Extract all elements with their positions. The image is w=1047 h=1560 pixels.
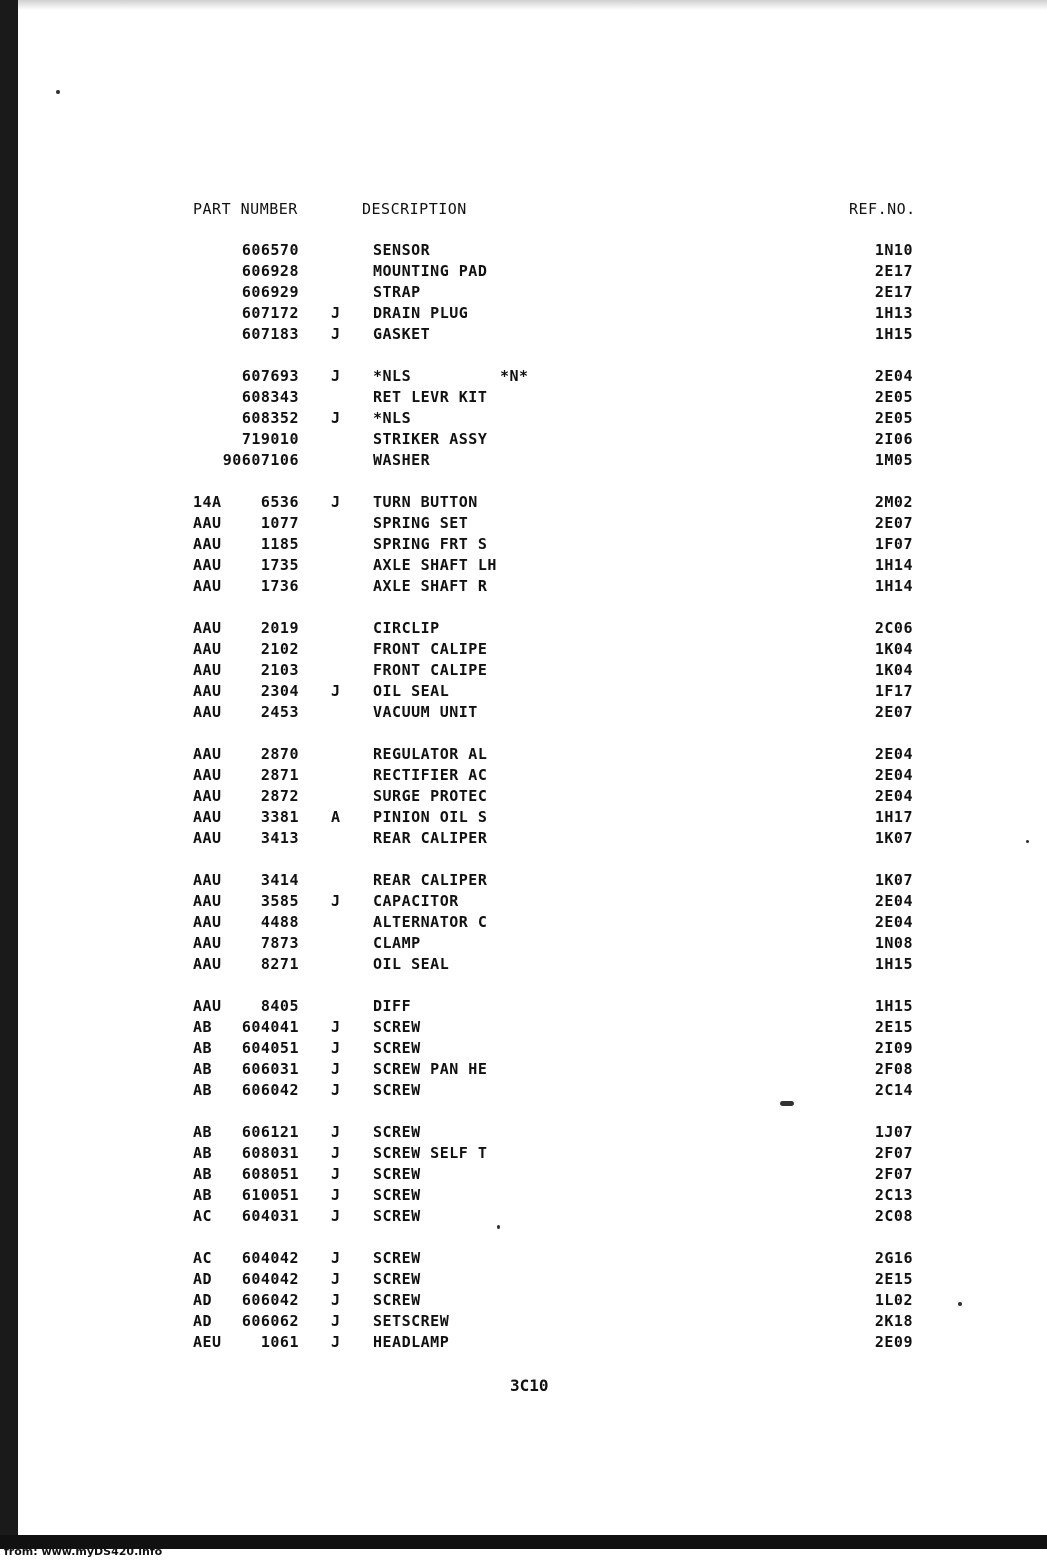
part-description: REAR CALIPER	[373, 829, 488, 847]
ref-number: 2C13	[874, 1186, 913, 1204]
part-description: CIRCLIP	[373, 619, 440, 637]
ref-number: 2K18	[874, 1312, 913, 1330]
ref-number: 2E07	[874, 514, 913, 532]
table-row	[0, 682, 1047, 703]
table-row	[0, 1144, 1047, 1165]
part-prefix: AAU	[193, 871, 222, 889]
part-flag: J	[331, 409, 341, 427]
part-description: REAR CALIPER	[373, 871, 488, 889]
part-flag: J	[331, 1207, 341, 1225]
table-row	[0, 787, 1047, 808]
part-description: VACUUM UNIT	[373, 703, 478, 721]
scan-speck	[1026, 840, 1029, 843]
part-number: 6536	[260, 493, 299, 511]
part-prefix: AC	[193, 1207, 213, 1225]
part-number: 610051	[241, 1186, 299, 1204]
part-prefix: AB	[193, 1081, 213, 1099]
part-flag: J	[331, 1144, 341, 1162]
part-description: TURN BUTTON	[373, 493, 478, 511]
table-row	[0, 1333, 1047, 1354]
part-flag: J	[331, 304, 341, 322]
table-row	[0, 1039, 1047, 1060]
ref-number: 1K07	[874, 829, 913, 847]
ref-number: 2M02	[874, 493, 913, 511]
table-row	[0, 283, 1047, 304]
ref-number: 1K04	[874, 661, 913, 679]
part-number: 604042	[241, 1249, 299, 1267]
ref-number: 2C14	[874, 1081, 913, 1099]
part-number: 7873	[260, 934, 299, 952]
part-description: SCREW	[373, 1018, 421, 1036]
table-row	[0, 745, 1047, 766]
part-number: 1061	[260, 1333, 299, 1351]
part-number: 2870	[260, 745, 299, 763]
part-number: 1735	[260, 556, 299, 574]
header-ref-no: REF.NO.	[849, 200, 916, 218]
part-prefix: AAU	[193, 787, 222, 805]
ref-number: 1L02	[874, 1291, 913, 1309]
part-number: 4488	[260, 913, 299, 931]
part-number: 2019	[260, 619, 299, 637]
ref-number: 2E04	[874, 745, 913, 763]
part-flag: J	[331, 1249, 341, 1267]
table-row	[0, 409, 1047, 430]
ref-number: 1H17	[874, 808, 913, 826]
scan-speck	[780, 1101, 794, 1106]
part-description: PINION OIL S	[373, 808, 488, 826]
part-number: 3414	[260, 871, 299, 889]
part-number: 2102	[260, 640, 299, 658]
table-row	[0, 388, 1047, 409]
part-prefix: AAU	[193, 577, 222, 595]
part-prefix: AAU	[193, 808, 222, 826]
part-description: SCREW	[373, 1249, 421, 1267]
ref-number: 2E04	[874, 367, 913, 385]
part-prefix: AB	[193, 1186, 213, 1204]
part-description: SCREW	[373, 1291, 421, 1309]
table-row	[0, 1123, 1047, 1144]
part-flag: J	[331, 682, 341, 700]
part-prefix: AAU	[193, 514, 222, 532]
part-number: 8271	[260, 955, 299, 973]
ref-number: 1J07	[874, 1123, 913, 1141]
ref-number: 1M05	[874, 451, 913, 469]
table-row	[0, 1186, 1047, 1207]
scan-top-edge	[18, 0, 1047, 10]
ref-number: 2E15	[874, 1270, 913, 1288]
part-flag: J	[331, 1312, 341, 1330]
scan-speck	[958, 1302, 962, 1306]
part-description: SENSOR	[373, 241, 431, 259]
part-prefix: AAU	[193, 535, 222, 553]
part-number: 604051	[241, 1039, 299, 1057]
part-flag: J	[331, 1123, 341, 1141]
table-row	[0, 934, 1047, 955]
ref-number: 1H14	[874, 577, 913, 595]
table-row	[0, 661, 1047, 682]
part-number: 608343	[241, 388, 299, 406]
part-flag: J	[331, 1333, 341, 1351]
part-number: 1185	[260, 535, 299, 553]
table-row	[0, 913, 1047, 934]
part-flag: J	[331, 1291, 341, 1309]
ref-number: 2G16	[874, 1249, 913, 1267]
part-description: OIL SEAL	[373, 955, 450, 973]
page-number: 3C10	[510, 1376, 549, 1395]
part-flag: A	[331, 808, 341, 826]
part-description: AXLE SHAFT R	[373, 577, 488, 595]
source-watermark: from: www.myDS420.info	[4, 1545, 163, 1558]
part-flag: J	[331, 325, 341, 343]
part-prefix: AB	[193, 1144, 213, 1162]
table-row	[0, 955, 1047, 976]
table-row	[0, 241, 1047, 262]
part-number: 90607106	[222, 451, 299, 469]
part-description: SCREW	[373, 1207, 421, 1225]
part-prefix: AEU	[193, 1333, 222, 1351]
part-description: SCREW	[373, 1081, 421, 1099]
part-number: 3413	[260, 829, 299, 847]
part-flag: J	[331, 1018, 341, 1036]
part-description: RET LEVR KIT	[373, 388, 488, 406]
ref-number: 2E04	[874, 766, 913, 784]
ref-number: 2E17	[874, 283, 913, 301]
part-number: 607172	[241, 304, 299, 322]
part-number: 606929	[241, 283, 299, 301]
part-number: 608051	[241, 1165, 299, 1183]
part-description: WASHER	[373, 451, 431, 469]
part-prefix: AAU	[193, 955, 222, 973]
table-row	[0, 997, 1047, 1018]
part-prefix: AD	[193, 1312, 213, 1330]
table-row	[0, 577, 1047, 598]
part-prefix: 14A	[193, 493, 222, 511]
part-number: 2453	[260, 703, 299, 721]
part-description: DRAIN PLUG	[373, 304, 469, 322]
part-number: 2103	[260, 661, 299, 679]
part-number: 606042	[241, 1081, 299, 1099]
part-prefix: AB	[193, 1018, 213, 1036]
table-row	[0, 367, 1047, 388]
table-row	[0, 1291, 1047, 1312]
part-description: HEADLAMP	[373, 1333, 450, 1351]
part-prefix: AD	[193, 1270, 213, 1288]
part-flag: J	[331, 892, 341, 910]
part-flag: J	[331, 493, 341, 511]
part-description: REGULATOR AL	[373, 745, 488, 763]
part-number: 604031	[241, 1207, 299, 1225]
part-description: *NLS	[373, 409, 412, 427]
part-number: 608352	[241, 409, 299, 427]
ref-number: 2F07	[874, 1165, 913, 1183]
table-row	[0, 325, 1047, 346]
part-prefix: AAU	[193, 703, 222, 721]
table-row	[0, 1312, 1047, 1333]
ref-number: 1H15	[874, 955, 913, 973]
table-row	[0, 829, 1047, 850]
table-row	[0, 493, 1047, 514]
table-row	[0, 808, 1047, 829]
part-description: SCREW PAN HE	[373, 1060, 488, 1078]
ref-number: 2C08	[874, 1207, 913, 1225]
part-prefix: AC	[193, 1249, 213, 1267]
table-row	[0, 514, 1047, 535]
part-number: 3585	[260, 892, 299, 910]
part-prefix: AAU	[193, 892, 222, 910]
part-description: STRAP	[373, 283, 421, 301]
part-description: SCREW	[373, 1165, 421, 1183]
part-flag: J	[331, 1186, 341, 1204]
table-row	[0, 262, 1047, 283]
table-row	[0, 556, 1047, 577]
part-prefix: AB	[193, 1123, 213, 1141]
ref-number: 1N10	[874, 241, 913, 259]
ref-number: 2E04	[874, 892, 913, 910]
part-number: 8405	[260, 997, 299, 1015]
part-description: SCREW	[373, 1039, 421, 1057]
table-row	[0, 1060, 1047, 1081]
table-row	[0, 1081, 1047, 1102]
part-prefix: AAU	[193, 556, 222, 574]
part-prefix: AAU	[193, 640, 222, 658]
ref-number: 1H15	[874, 325, 913, 343]
table-row	[0, 1270, 1047, 1291]
ref-number: 1N08	[874, 934, 913, 952]
table-row	[0, 535, 1047, 556]
part-number: 604042	[241, 1270, 299, 1288]
part-prefix: AAU	[193, 913, 222, 931]
part-number: 604041	[241, 1018, 299, 1036]
part-description: SCREW SELF T	[373, 1144, 488, 1162]
table-row	[0, 619, 1047, 640]
ref-number: 2E05	[874, 409, 913, 427]
scan-speck	[497, 1225, 500, 1229]
part-prefix: AB	[193, 1165, 213, 1183]
table-row	[0, 1165, 1047, 1186]
part-number: 606928	[241, 262, 299, 280]
table-row	[0, 1018, 1047, 1039]
table-row	[0, 451, 1047, 472]
part-flag: J	[331, 1039, 341, 1057]
part-prefix: AD	[193, 1291, 213, 1309]
part-prefix: AAU	[193, 661, 222, 679]
part-number: 606121	[241, 1123, 299, 1141]
part-prefix: AAU	[193, 997, 222, 1015]
part-description: RECTIFIER AC	[373, 766, 488, 784]
part-description: CAPACITOR	[373, 892, 459, 910]
part-number: 2304	[260, 682, 299, 700]
part-prefix: AB	[193, 1039, 213, 1057]
part-flag: J	[331, 1060, 341, 1078]
ref-number: 2E04	[874, 913, 913, 931]
part-description: ALTERNATOR C	[373, 913, 488, 931]
ref-number: 2E04	[874, 787, 913, 805]
part-number: 2872	[260, 787, 299, 805]
part-number: 606031	[241, 1060, 299, 1078]
part-prefix: AAU	[193, 829, 222, 847]
part-prefix: AB	[193, 1060, 213, 1078]
part-description: GASKET	[373, 325, 431, 343]
part-description: AXLE SHAFT LH	[373, 556, 497, 574]
header-description: DESCRIPTION	[362, 200, 467, 218]
ref-number: 1H13	[874, 304, 913, 322]
header-part-number: PART NUMBER	[193, 200, 298, 218]
part-description: SPRING SET	[373, 514, 469, 532]
part-description: SCREW	[373, 1270, 421, 1288]
ref-number: 2I06	[874, 430, 913, 448]
part-prefix: AAU	[193, 619, 222, 637]
part-description: DIFF	[373, 997, 412, 1015]
part-number: 1077	[260, 514, 299, 532]
part-number: 2871	[260, 766, 299, 784]
part-number: 606570	[241, 241, 299, 259]
part-number: 606042	[241, 1291, 299, 1309]
part-prefix: AAU	[193, 766, 222, 784]
part-description: SCREW	[373, 1123, 421, 1141]
table-row	[0, 766, 1047, 787]
ref-number: 1K07	[874, 871, 913, 889]
scan-speck	[56, 90, 60, 94]
part-number: 607693	[241, 367, 299, 385]
table-row	[0, 892, 1047, 913]
ref-number: 2E17	[874, 262, 913, 280]
part-description: OIL SEAL	[373, 682, 450, 700]
part-prefix: AAU	[193, 745, 222, 763]
part-prefix: AAU	[193, 682, 222, 700]
part-description: SETSCREW	[373, 1312, 450, 1330]
table-row	[0, 430, 1047, 451]
part-number: 608031	[241, 1144, 299, 1162]
ref-number: 1F07	[874, 535, 913, 553]
table-row	[0, 1207, 1047, 1228]
part-description: CLAMP	[373, 934, 421, 952]
part-description: FRONT CALIPE	[373, 661, 488, 679]
part-flag: J	[331, 1270, 341, 1288]
part-description: FRONT CALIPE	[373, 640, 488, 658]
ref-number: 2E07	[874, 703, 913, 721]
ref-number: 2I09	[874, 1039, 913, 1057]
part-description: SCREW	[373, 1186, 421, 1204]
part-note: *N*	[500, 367, 529, 385]
table-row	[0, 640, 1047, 661]
part-description: STRIKER ASSY	[373, 430, 488, 448]
ref-number: 2C06	[874, 619, 913, 637]
ref-number: 2E15	[874, 1018, 913, 1036]
ref-number: 1H14	[874, 556, 913, 574]
part-description: SURGE PROTEC	[373, 787, 488, 805]
table-row	[0, 703, 1047, 724]
part-number: 3381	[260, 808, 299, 826]
ref-number: 2E05	[874, 388, 913, 406]
part-number: 1736	[260, 577, 299, 595]
part-description: MOUNTING PAD	[373, 262, 488, 280]
table-row	[0, 304, 1047, 325]
part-number: 607183	[241, 325, 299, 343]
ref-number: 2F08	[874, 1060, 913, 1078]
table-row	[0, 871, 1047, 892]
ref-number: 1F17	[874, 682, 913, 700]
ref-number: 2F07	[874, 1144, 913, 1162]
ref-number: 1K04	[874, 640, 913, 658]
part-description: SPRING FRT S	[373, 535, 488, 553]
part-number: 606062	[241, 1312, 299, 1330]
ref-number: 2E09	[874, 1333, 913, 1351]
ref-number: 1H15	[874, 997, 913, 1015]
part-prefix: AAU	[193, 934, 222, 952]
part-flag: J	[331, 367, 341, 385]
part-flag: J	[331, 1165, 341, 1183]
part-number: 719010	[241, 430, 299, 448]
part-flag: J	[331, 1081, 341, 1099]
part-description: *NLS	[373, 367, 412, 385]
table-row	[0, 1249, 1047, 1270]
